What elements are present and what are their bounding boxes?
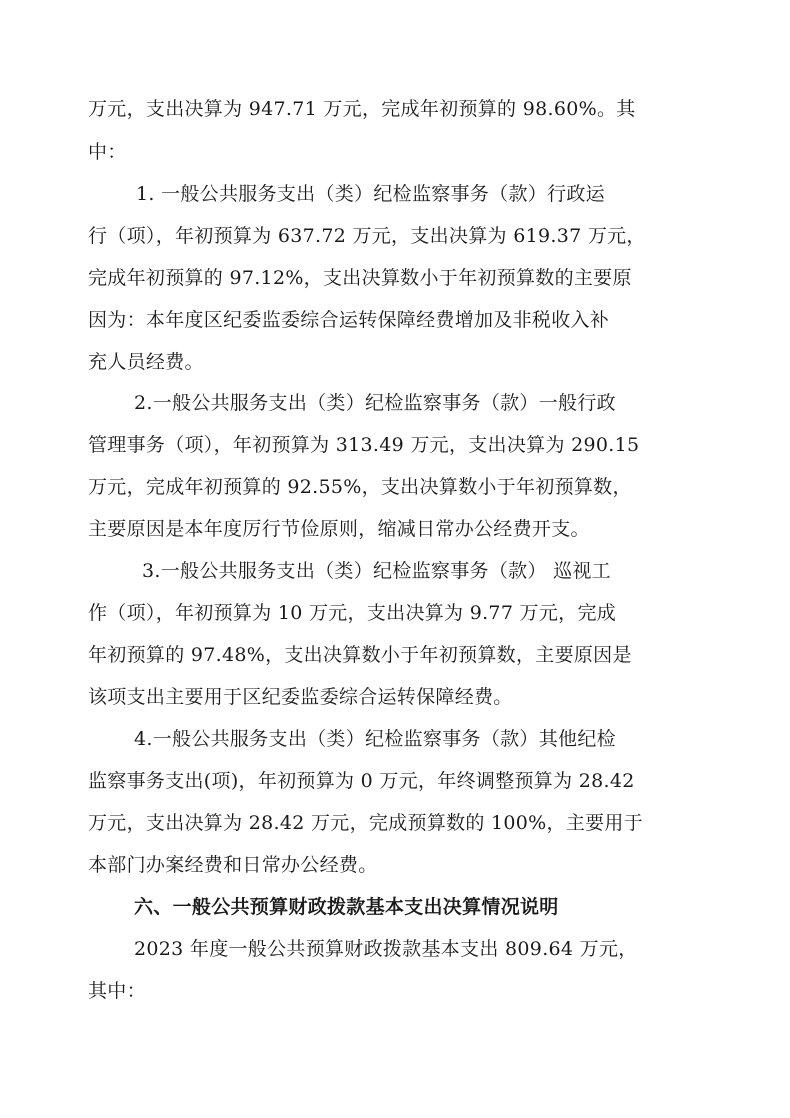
text-line: 4.一般公共服务支出（类）纪检监察事务（款）其他纪检 <box>134 728 616 750</box>
text-line: 监察事务支出(项)，年初预算为 0 万元，年终调整预算为 28.42 <box>88 770 635 792</box>
text-line: 年初预算的 97.48%，支出决算数小于年初预算数，主要原因是 <box>88 644 632 666</box>
section-heading: 六、一般公共预算财政拨款基本支出决算情况说明 <box>134 896 559 918</box>
text-line: 1. 一般公共服务支出（类）纪检监察事务（款）行政运 <box>136 183 605 205</box>
text-line: 行（项），年初预算为 637.72 万元，支出决算为 619.37 万元， <box>88 225 646 247</box>
text-line: 作（项），年初预算为 10 万元，支出决算为 9.77 万元，完成 <box>88 602 617 624</box>
text-line: 3.一般公共服务支出（类）纪检监察事务（款） 巡视工 <box>142 560 611 582</box>
text-line: 中： <box>88 141 127 163</box>
text-line: 完成年初预算的 97.12%，支出决算数小于年初预算数的主要原 <box>88 267 632 289</box>
text-line: 管理事务（项），年初预算为 313.49 万元，支出决算为 290.15 <box>88 434 640 456</box>
text-line: 因为：本年度区纪委监委综合运转保障经费增加及非税收入补 <box>88 309 610 331</box>
text-line: 万元，完成年初预算的 92.55%，支出决算数小于年初预算数， <box>88 476 632 498</box>
text-line: 万元，支出决算为 947.71 万元，完成年初预算的 98.60%。其 <box>88 98 636 120</box>
text-line: 2.一般公共服务支出（类）纪检监察事务（款）一般行政 <box>134 392 616 414</box>
text-line: 万元，支出决算为 28.42 万元，完成预算数的 100%，主要用于 <box>88 812 644 834</box>
text-line: 该项支出主要用于区纪委监委综合运转保障经费。 <box>88 686 513 708</box>
text-line: 主要原因是本年度厉行节俭原则，缩减日常办公经费开支。 <box>88 518 590 540</box>
text-line: 本部门办案经费和日常办公经费。 <box>88 854 378 876</box>
text-line: 充人员经费。 <box>88 351 204 373</box>
text-line: 2023 年度一般公共预算财政拨款基本支出 809.64 万元， <box>134 938 638 960</box>
text-line: 其中： <box>88 980 146 1002</box>
